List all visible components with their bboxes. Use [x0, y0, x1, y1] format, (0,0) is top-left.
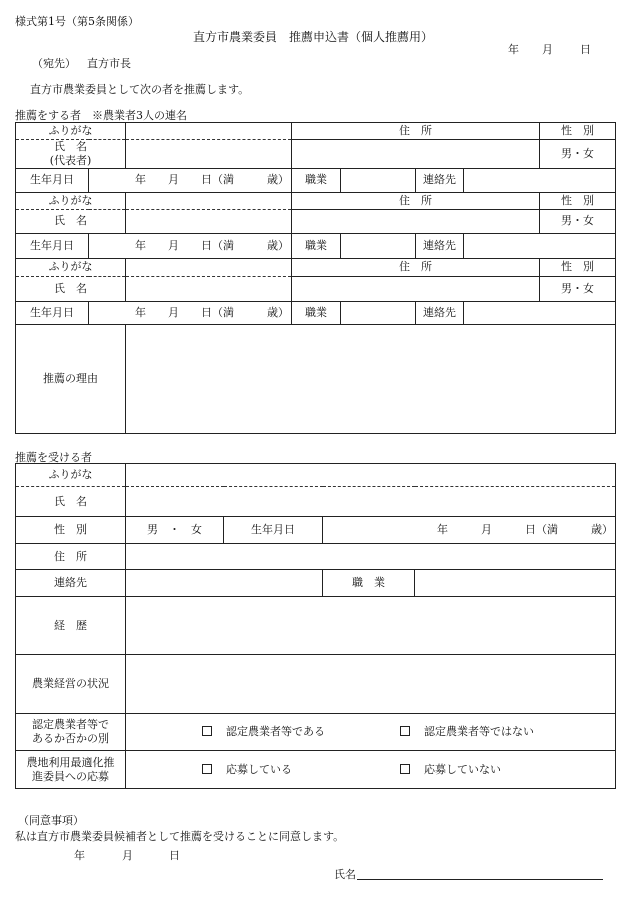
reason-row	[16, 324, 616, 433]
date-month: 月	[542, 43, 553, 56]
consent-date-month: 月	[122, 849, 133, 862]
career-field[interactable]	[126, 597, 616, 655]
gender-label: 性 別	[16, 517, 126, 544]
gender-choice[interactable]: 男・女	[540, 140, 616, 169]
form-number: 様式第1号（第5条関係）	[15, 15, 139, 28]
name-field[interactable]	[126, 276, 292, 301]
furigana-field[interactable]	[126, 258, 292, 276]
page-title: 直方市農業委員 推薦申込書（個人推薦用）	[193, 30, 434, 44]
certified-label	[16, 714, 126, 751]
certified-options	[126, 714, 616, 751]
recommender-1-furigana-row	[16, 123, 616, 140]
name-label: 氏 名	[16, 276, 126, 301]
certified-yes-option[interactable]	[202, 725, 400, 739]
gender-choice[interactable]: 男・女	[540, 276, 616, 301]
checkbox-icon[interactable]	[202, 764, 212, 774]
promoter-no-label: 応募していない	[424, 762, 501, 776]
promoter-yes-label: 応募している	[226, 762, 292, 776]
furigana-label: ふりがな	[16, 258, 126, 276]
recipient-contact-row	[16, 570, 616, 597]
certified-no-label: 認定農業者等ではない	[424, 725, 534, 739]
name-field[interactable]	[126, 140, 292, 169]
representative-label: (代表者)	[49, 153, 92, 167]
address-field[interactable]	[292, 276, 540, 301]
addressee-label: （宛先）	[32, 57, 76, 70]
recipient-table	[15, 463, 616, 789]
reason-field[interactable]	[126, 324, 616, 433]
consent-date-year: 年	[74, 849, 85, 862]
farm-status-label: 農業経営の状況	[16, 655, 126, 714]
promoter-label	[16, 751, 126, 789]
address-label: 住 所	[292, 258, 540, 276]
recommender-2-birth-row	[16, 233, 616, 258]
checkbox-icon[interactable]	[400, 726, 410, 736]
gender-label: 性 別	[540, 123, 616, 140]
name-label-rep	[16, 140, 126, 169]
recommender-3-furigana-row	[16, 258, 616, 276]
recipient-career-row	[16, 597, 616, 655]
address-field[interactable]	[292, 209, 540, 233]
recommenders-heading: 推薦をする者 ※農業者3人の連名	[15, 109, 187, 122]
contact-field[interactable]	[126, 570, 323, 597]
contact-field[interactable]	[464, 301, 616, 324]
birth-field[interactable]: 年 月 日（満 歳）	[89, 233, 292, 258]
recommender-2-furigana-row	[16, 192, 616, 209]
contact-label: 連絡先	[416, 233, 464, 258]
contact-field[interactable]	[464, 233, 616, 258]
promoter-options	[126, 751, 616, 789]
birth-field[interactable]: 年 月 日（満 歳）	[89, 301, 292, 324]
checkbox-icon[interactable]	[400, 764, 410, 774]
date-year: 年	[508, 43, 519, 56]
contact-label: 連絡先	[416, 168, 464, 192]
career-label: 経 歴	[16, 597, 126, 655]
name-field[interactable]	[126, 487, 616, 517]
furigana-label: ふりがな	[16, 192, 126, 209]
recommender-2-name-row	[16, 209, 616, 233]
signature-label: 氏名	[334, 868, 356, 881]
promoter-no-option[interactable]	[400, 763, 501, 776]
recipient-promoter-row	[16, 751, 616, 789]
name-label: 氏 名	[16, 209, 126, 233]
reason-label: 推薦の理由	[16, 324, 126, 433]
consent-text: 私は直方市農業委員候補者として推薦を受けることに同意します。	[15, 830, 345, 843]
occupation-label: 職 業	[323, 570, 415, 597]
address-field[interactable]	[126, 544, 616, 570]
birth-field[interactable]: 年 月 日（満 歳）	[323, 517, 616, 544]
furigana-label: ふりがな	[16, 464, 126, 487]
occupation-label: 職業	[292, 168, 341, 192]
recipient-heading: 推薦を受ける者	[15, 451, 92, 464]
recipient-name-row	[16, 487, 616, 517]
furigana-field[interactable]	[126, 464, 616, 487]
date-day: 日	[580, 43, 591, 56]
farm-status-field[interactable]	[126, 655, 616, 714]
name-label: 氏 名	[16, 487, 126, 517]
recommender-1-birth-row	[16, 168, 616, 192]
promoter-label-line-2: 進委員への応募	[32, 769, 109, 783]
addressee: 直方市長	[87, 57, 131, 70]
recipient-certified-row	[16, 714, 616, 751]
birth-field[interactable]: 年 月 日（満 歳）	[89, 168, 292, 192]
occupation-field[interactable]	[341, 233, 416, 258]
recipient-furigana-row	[16, 464, 616, 487]
recommender-3-name-row	[16, 276, 616, 301]
recipient-gender-birth-row	[16, 517, 616, 544]
consent-date-day: 日	[169, 849, 180, 862]
certified-label-line-2: あるか否かの別	[32, 732, 109, 745]
furigana-field[interactable]	[126, 192, 292, 209]
promoter-yes-option[interactable]	[202, 763, 400, 777]
occupation-label: 職業	[292, 233, 341, 258]
recommenders-table	[15, 122, 616, 434]
contact-label: 連絡先	[16, 570, 126, 597]
certified-label-line-1: 認定農業者等で	[32, 718, 109, 732]
name-label: 氏 名	[54, 140, 87, 153]
gender-label: 性 別	[540, 192, 616, 209]
contact-label: 連絡先	[416, 301, 464, 324]
contact-field[interactable]	[464, 168, 616, 192]
birth-label: 生年月日	[16, 301, 89, 324]
address-label: 住 所	[292, 192, 540, 209]
intro-text: 直方市農業委員として次の者を推薦します。	[30, 83, 250, 96]
signature-line[interactable]	[357, 879, 603, 880]
gender-choice[interactable]: 男 ・ 女	[126, 517, 224, 544]
name-field[interactable]	[126, 209, 292, 233]
occupation-field[interactable]	[415, 570, 616, 597]
birth-label: 生年月日	[16, 168, 89, 192]
address-label: 住 所	[16, 544, 126, 570]
furigana-field[interactable]	[126, 123, 292, 140]
recipient-farm-row	[16, 655, 616, 714]
recommender-3-birth-row	[16, 301, 616, 324]
occupation-field[interactable]	[341, 301, 416, 324]
occupation-field[interactable]	[341, 168, 416, 192]
birth-label: 生年月日	[224, 517, 323, 544]
address-label: 住 所	[292, 123, 540, 140]
promoter-label-line-1: 農地利用最適化推	[26, 755, 115, 769]
gender-choice[interactable]: 男・女	[540, 209, 616, 233]
checkbox-icon[interactable]	[202, 726, 212, 736]
recommender-1-name-row	[16, 140, 616, 169]
address-field[interactable]	[292, 140, 540, 169]
occupation-label: 職業	[292, 301, 341, 324]
recipient-address-row	[16, 544, 616, 570]
furigana-label: ふりがな	[16, 123, 126, 140]
consent-heading: （同意事項）	[18, 814, 84, 827]
gender-label: 性 別	[540, 258, 616, 276]
birth-label: 生年月日	[16, 233, 89, 258]
certified-no-option[interactable]	[400, 725, 534, 738]
certified-yes-label: 認定農業者等である	[226, 725, 325, 739]
